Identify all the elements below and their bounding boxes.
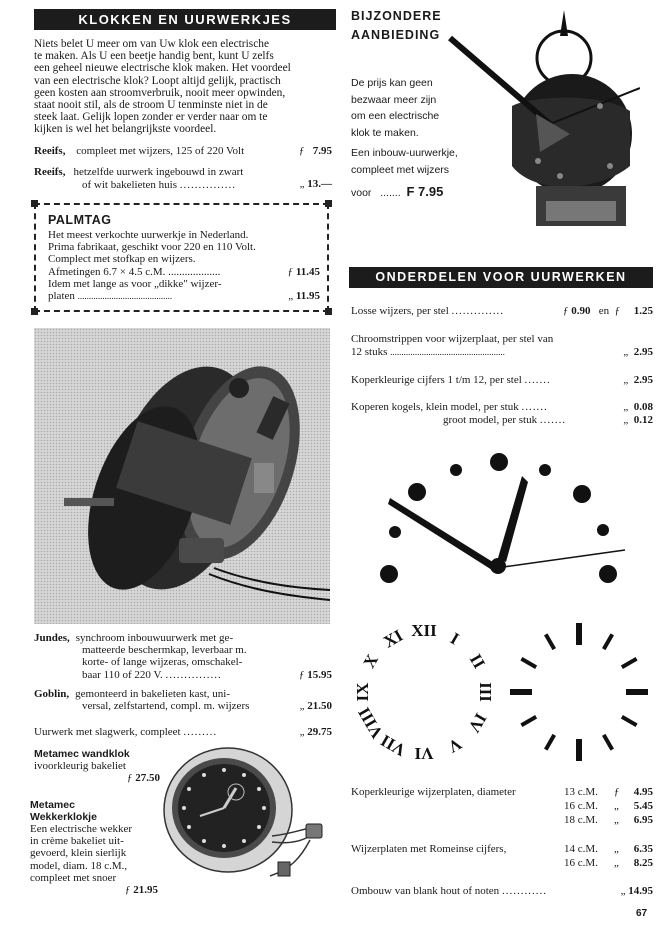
reeifs-item-2 <box>34 166 332 191</box>
page-number: 67 <box>636 908 648 919</box>
size: 16 c.M. <box>564 857 598 869</box>
product-name: Goblin, <box>34 688 70 700</box>
offer-line: Een inbouw-uurwerkje, <box>351 147 458 159</box>
roman-numeral: X <box>359 651 382 672</box>
roman-numeral: XII <box>411 620 437 640</box>
chrome-strip <box>544 734 556 751</box>
goblin-item <box>34 688 332 712</box>
product-desc: versal, zelfstartend, compl. m. wijzers <box>82 700 250 713</box>
palmtag-line: Complect met stofkap en wijzers. <box>48 253 196 266</box>
intro-line: geen kosten aan stroomverbruik, nooit meer opwinden, <box>34 86 286 99</box>
minute-hand <box>388 498 496 570</box>
currency: ƒ <box>299 145 305 157</box>
price: 0.12 <box>633 413 653 426</box>
palmtag-line: Het meest verkochte uurwerkje in Nederland. <box>48 229 249 241</box>
chrome-strip <box>621 657 638 669</box>
idem-label: platen <box>48 290 75 303</box>
product-desc: of wit bakelieten huis <box>82 178 178 191</box>
item-label: Wijzerplaten met Romeinse cijfers, <box>351 843 507 855</box>
offer-voor: voor <box>351 187 372 199</box>
clock-kogels-illustration <box>370 440 640 615</box>
chrome-strip <box>602 734 614 751</box>
chrome-strip <box>576 623 582 645</box>
leader-dots: ....... <box>524 374 551 386</box>
size: 16 c.M. <box>564 800 598 812</box>
palmtag-line: Prima fabrikaat, geschikt voor 220 en 110 Volt. <box>48 241 256 254</box>
offer-line: bezwaar meer zijn <box>351 93 437 106</box>
leader-dots: ............ <box>501 885 547 897</box>
price: 6.35 <box>633 843 653 855</box>
roman-numeral: III <box>476 682 496 702</box>
offer-line: De prijs kan geen <box>351 77 433 89</box>
chrome-strip-dial <box>500 614 658 770</box>
corner-marker <box>31 308 38 315</box>
product-desc: baar 110 of 220 V. <box>82 668 163 681</box>
item-label: groot model, per stuk <box>443 413 538 426</box>
price: 14.95 <box>628 885 653 897</box>
cijfers-row <box>351 374 653 387</box>
leader-dots: ....... <box>521 401 548 413</box>
chrome-strip <box>576 739 582 761</box>
product-name: Metamec <box>30 799 75 811</box>
conjunction: en <box>598 305 610 317</box>
price: 11.95 <box>295 290 320 303</box>
item-label: Ombouw van blank hout of noten <box>351 885 500 897</box>
intro-line: van een electrische klok? Loopt altijd gelijk, practisch <box>34 74 281 87</box>
leader-dots: ................... <box>168 265 221 278</box>
product-name: Metamec wandklok <box>34 748 130 760</box>
item-label: Losse wijzers, per stel <box>351 305 449 317</box>
product-name: Reeifs, <box>34 166 66 178</box>
palmtag-title: PALMTAG <box>48 213 112 227</box>
palmtag-idem-row <box>48 290 320 302</box>
product-desc: matteerde beschermkap, leverbaar m. <box>82 644 247 657</box>
roman-numeral: II <box>465 650 489 672</box>
roman-numeral: I <box>447 628 463 649</box>
size: 14 c.M. <box>564 843 598 855</box>
product-desc: Uurwerk met slagwerk, compleet <box>34 726 181 738</box>
price: 0.90 <box>571 305 591 317</box>
item-label: Koperkleurige cijfers 1 t/m 12, per stel <box>351 374 522 386</box>
currency: ƒ <box>614 786 620 798</box>
intro-line: steek laat. Gelijk lopen zonder er verder naar om te <box>34 111 268 124</box>
roman-numeral: VII <box>377 730 410 760</box>
roman-numeral: IX <box>352 682 372 702</box>
price: 0.08 <box>633 401 653 413</box>
product-desc: compleet met snoer <box>30 871 117 884</box>
product-desc: hetzelfde uurwerk ingebouwd in zwart <box>73 166 244 178</box>
intro-line: te maken. Als U een beetje handig bent, kunt U zelfs <box>34 50 274 63</box>
right-heading: ONDERDELEN VOOR UURWERKEN <box>349 267 653 288</box>
product-desc: gevoerd, klein sierlijk <box>30 847 127 860</box>
currency: „ <box>614 843 619 855</box>
currency: „ <box>614 857 619 869</box>
kogels-row <box>351 401 653 426</box>
corner-marker <box>325 308 332 315</box>
product-desc: ivoorkleurig bakeliet <box>34 760 126 773</box>
metamec-clock-photo <box>160 744 332 894</box>
currency: „ <box>614 800 619 812</box>
offer-clock-photo <box>440 6 640 238</box>
leader-dots: ................................................... <box>390 346 505 357</box>
size: 13 c.M. <box>564 786 598 798</box>
price: 21.95 <box>133 884 158 897</box>
currency: „ <box>623 401 629 413</box>
leader-dots: ....... <box>539 413 567 426</box>
offer-line: om een electrische <box>351 110 440 122</box>
roman-numeral: VI <box>414 744 434 764</box>
reeifs-item-1 <box>34 145 332 158</box>
item-label: Chroomstrippen voor wijzerplaat, per stel van <box>351 333 554 345</box>
currency: „ <box>623 346 629 358</box>
price: 27.50 <box>135 772 160 785</box>
jundes-item <box>34 632 332 681</box>
leader-dots: ......... <box>183 726 218 738</box>
intro-line: Niets belet U meer om van Uw klok een electrische <box>34 38 270 50</box>
currency: ƒ <box>125 884 131 897</box>
currency: ƒ <box>287 265 294 278</box>
leader-dots: ............... <box>179 178 237 191</box>
slagwerk-item <box>34 726 332 739</box>
afm-label: Afmetingen 6.7 × 4.5 c.M. <box>48 265 166 278</box>
product-desc: in crème bakeliet uit- <box>30 835 124 848</box>
palmtag-content <box>48 213 320 302</box>
clock-hand <box>450 38 550 124</box>
currency: „ <box>614 814 619 826</box>
price: 13.— <box>307 178 332 190</box>
idem-label: Idem met lange as voor „dikke" wijzer- <box>48 277 222 290</box>
price: 5.45 <box>633 800 653 812</box>
roman-numeral: IV <box>464 709 491 736</box>
center-cap <box>490 558 506 574</box>
product-desc: Een electrische wekker <box>30 823 132 835</box>
roman-numeral-dial <box>346 614 502 770</box>
roman-numeral: VIII <box>354 704 387 742</box>
price: 1.25 <box>633 305 653 317</box>
currency: ƒ <box>614 305 621 317</box>
chroom-row <box>351 333 653 358</box>
offer-title <box>351 7 442 45</box>
currency: ƒ <box>127 772 133 785</box>
chrome-strip <box>544 633 556 650</box>
second-hand <box>496 550 625 568</box>
corner-marker <box>31 200 38 207</box>
offer-title-line: BIJZONDERE <box>351 9 442 23</box>
intro-line: kijken is wel het belangrijkste voordeel. <box>34 123 217 136</box>
palmtag-afm-row <box>48 266 320 278</box>
koperplaten-block <box>351 786 653 826</box>
product-desc: synchroom inbouwuurwerk met ge- <box>75 632 234 644</box>
chrome-strip <box>602 633 614 650</box>
price: 2.95 <box>633 374 653 386</box>
leader-dots: ....... <box>380 187 401 199</box>
price: 21.50 <box>307 700 332 713</box>
currency: „ <box>288 290 294 303</box>
currency: „ <box>623 413 629 426</box>
product-desc: korte- of lange wijzeras, omschakel- <box>82 656 243 669</box>
currency: ƒ <box>299 668 305 681</box>
price: 6.95 <box>633 814 653 826</box>
price: 2.95 <box>633 346 653 358</box>
chrome-strip <box>520 715 537 727</box>
plug-icon <box>306 824 322 838</box>
romeins-block <box>351 843 653 869</box>
product-name: Wekkerklokje <box>30 811 97 823</box>
offer-price: F 7.95 <box>406 184 444 199</box>
wandklok-item <box>34 748 160 785</box>
left-heading: KLOKKEN EN UURWERKJES <box>34 9 336 30</box>
offer-line: klok te maken. <box>351 126 419 139</box>
price: 29.75 <box>307 726 332 738</box>
price: 11.45 <box>295 265 320 278</box>
price: 4.95 <box>633 786 653 798</box>
leader-dots: .......................................... <box>77 291 173 302</box>
product-name: Jundes, <box>34 632 70 644</box>
intro-line: een geheel nieuwe electrische klok maken. Het voordeel <box>34 62 291 75</box>
leader-dots: ............... <box>165 668 222 681</box>
currency: „ <box>299 726 305 738</box>
offer-title-line: AANBIEDING <box>351 28 441 42</box>
roman-numeral: XI <box>380 625 407 652</box>
price: 7.95 <box>312 145 332 157</box>
product-name: Reeifs, <box>34 145 66 157</box>
currency: „ <box>299 178 305 190</box>
roman-numeral: V <box>444 734 465 757</box>
chrome-strip <box>621 715 638 727</box>
chrome-strip <box>520 657 537 669</box>
wekker-item <box>30 800 158 896</box>
currency: „ <box>299 700 305 713</box>
currency: „ <box>623 374 629 386</box>
product-desc: gemonteerd in bakelieten kast, uni- <box>75 688 231 700</box>
price: 8.25 <box>633 857 653 869</box>
item-label: 12 stuks <box>351 345 388 358</box>
hour-hand <box>498 476 528 562</box>
size: 18 c.M. <box>564 814 598 826</box>
clock-movement-photo <box>34 328 330 624</box>
losse-wijzers-row <box>351 305 653 318</box>
currency: „ <box>620 885 626 897</box>
ombouw-row <box>351 885 653 898</box>
price: 15.95 <box>307 668 332 681</box>
chrome-strip <box>510 689 532 695</box>
corner-marker <box>325 200 332 207</box>
offer-line: compleet met wijzers <box>351 163 450 176</box>
item-label: Koperkleurige wijzerplaten, diameter <box>351 786 516 798</box>
product-desc: model, diam. 18 c.M., <box>30 859 128 872</box>
intro-line: staat nooit stil, als de stroom U tenminste niet in de <box>34 99 268 112</box>
item-label: Koperen kogels, klein model, per stuk <box>351 401 519 413</box>
intro-paragraph <box>34 38 336 136</box>
currency: ƒ <box>563 305 569 317</box>
leader-dots: .............. <box>451 305 504 317</box>
chrome-strip <box>626 689 648 695</box>
product-desc: compleet met wijzers, 125 of 220 Volt <box>76 145 245 157</box>
